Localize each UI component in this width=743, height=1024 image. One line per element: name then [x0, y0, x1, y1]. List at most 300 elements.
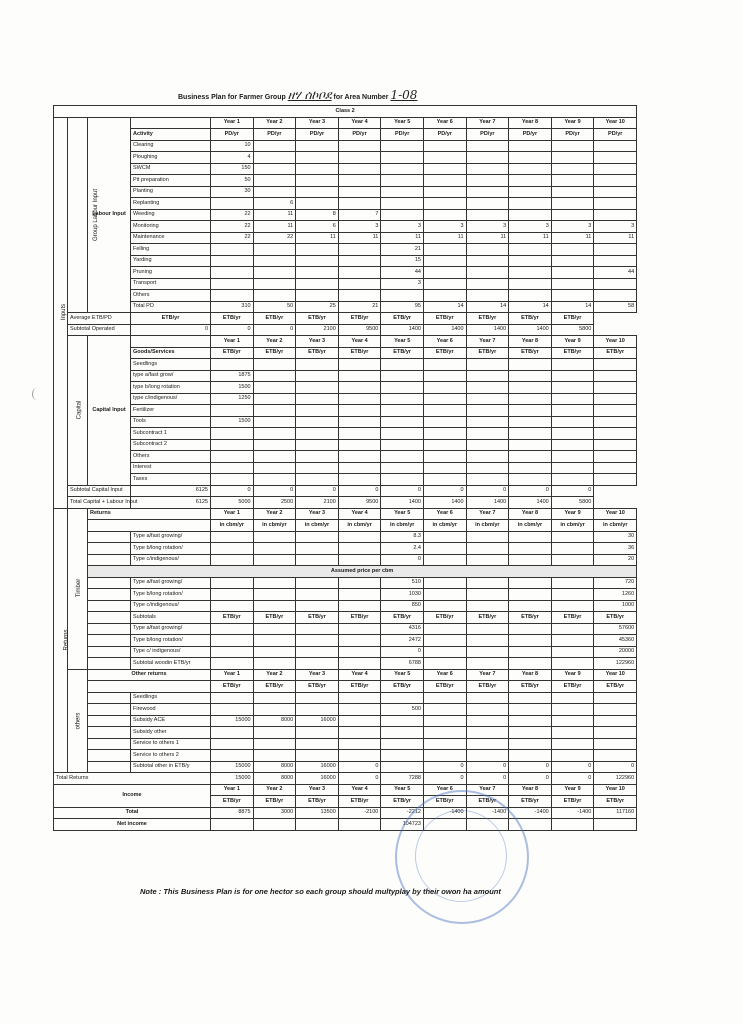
value-cell	[594, 255, 637, 267]
value-cell	[509, 600, 552, 612]
unit-header: ETB/yr	[211, 612, 254, 624]
value-cell	[381, 152, 424, 164]
capital-row	[54, 451, 637, 463]
value-cell	[509, 244, 552, 256]
value-cell	[338, 531, 381, 543]
value-cell	[594, 474, 637, 486]
value-cell	[466, 715, 509, 727]
value-cell	[594, 727, 637, 739]
labour-row	[54, 175, 637, 187]
blank-cell	[88, 531, 131, 543]
value-cell	[253, 140, 296, 152]
value-cell	[551, 140, 594, 152]
unit-header: ETB/yr	[551, 681, 594, 693]
value-cell	[296, 393, 339, 405]
value-cell: 4316	[381, 623, 424, 635]
value-cell	[594, 198, 637, 210]
value-cell	[594, 244, 637, 256]
value-cell: 6125	[131, 497, 211, 509]
value-cell: Year 10	[594, 117, 637, 129]
value-cell	[423, 589, 466, 601]
value-cell	[466, 140, 509, 152]
class-label: Class 2	[54, 106, 637, 118]
returns-section-label	[54, 508, 68, 773]
unit-header: ETB/yr	[509, 347, 552, 359]
value-cell	[338, 600, 381, 612]
value-cell	[466, 704, 509, 716]
labour-row	[54, 221, 637, 233]
value-cell	[338, 267, 381, 279]
value-cell	[338, 255, 381, 267]
value-cell: 117160	[594, 807, 637, 819]
value-cell: 15	[381, 255, 424, 267]
other-return-row	[54, 727, 637, 739]
value-cell: 6	[253, 198, 296, 210]
labour-row	[54, 290, 637, 302]
price-type-label: Type c/indigenous/	[131, 600, 211, 612]
value-cell: 6125	[131, 485, 211, 497]
value-cell	[551, 554, 594, 566]
value-cell: 3	[594, 221, 637, 233]
value-cell: Year 8	[509, 508, 552, 520]
unit-header: ETB/yr	[211, 313, 254, 325]
value-cell	[423, 646, 466, 658]
value-cell: 11	[551, 232, 594, 244]
value-cell	[211, 462, 254, 474]
capital-row	[54, 439, 637, 451]
value-cell	[551, 359, 594, 371]
value-cell	[466, 658, 509, 670]
value-cell	[509, 152, 552, 164]
value-cell	[509, 577, 552, 589]
value-cell	[211, 267, 254, 279]
value-cell	[296, 692, 339, 704]
unit-header: ETB/yr	[594, 681, 637, 693]
value-cell: 7	[338, 209, 381, 221]
activity-label: Weeding	[131, 209, 211, 221]
blank-cell	[88, 543, 131, 555]
other-return-row	[54, 704, 637, 716]
value-cell: 4	[211, 152, 254, 164]
value-cell	[296, 370, 339, 382]
value-cell	[296, 589, 339, 601]
value-cell: -2212	[381, 807, 424, 819]
area-number-handwritten: 1-08	[390, 88, 418, 102]
value-cell: Year 6	[423, 117, 466, 129]
value-cell	[253, 692, 296, 704]
value-cell	[253, 278, 296, 290]
value-cell	[296, 152, 339, 164]
value-cell	[253, 405, 296, 417]
value-cell	[381, 451, 424, 463]
blank-cell	[88, 704, 131, 716]
value-cell	[253, 554, 296, 566]
value-cell: 14	[509, 301, 552, 313]
value-cell: 3	[381, 278, 424, 290]
value-cell: Year 2	[253, 784, 296, 796]
value-cell	[466, 738, 509, 750]
value-cell: 50	[211, 175, 254, 187]
value-cell	[211, 255, 254, 267]
value-cell	[509, 290, 552, 302]
labour-row	[54, 255, 637, 267]
value-cell	[338, 646, 381, 658]
value-cell	[594, 359, 637, 371]
value-cell	[296, 474, 339, 486]
value-cell	[296, 382, 339, 394]
value-cell	[423, 715, 466, 727]
value-cell: 6	[296, 221, 339, 233]
value-cell	[423, 623, 466, 635]
labour-row	[54, 186, 637, 198]
value-cell	[423, 244, 466, 256]
unit-header: PD/yr	[466, 129, 509, 141]
value-cell: 0	[131, 324, 211, 336]
unit-header: ETB/yr	[423, 313, 466, 325]
unit-header: ETB/yr	[594, 612, 637, 624]
value-cell	[253, 543, 296, 555]
value-cell	[381, 163, 424, 175]
value-cell	[466, 209, 509, 221]
other-return-label: Subtotal other in ETB/y	[131, 761, 211, 773]
unit-header: ETB/yr	[381, 347, 424, 359]
value-cell	[509, 531, 552, 543]
value-cell	[594, 370, 637, 382]
unit-header: ETB/yr	[509, 796, 552, 808]
unit-header: ETB/yr	[381, 681, 424, 693]
value-cell	[211, 290, 254, 302]
value-cell	[296, 623, 339, 635]
value-cell: 0	[466, 773, 509, 785]
value-cell	[551, 738, 594, 750]
value-cell	[466, 416, 509, 428]
value-cell	[211, 635, 254, 647]
timber-volume-row	[54, 543, 637, 555]
value-cell: 5800	[551, 497, 594, 509]
others-section-label-text: others	[75, 712, 82, 729]
value-cell	[551, 543, 594, 555]
value-cell: Year 8	[509, 336, 552, 348]
value-cell	[509, 198, 552, 210]
value-cell	[296, 428, 339, 440]
value-cell: 1500	[211, 382, 254, 394]
timber-type-label: Type b/long rotation/	[131, 543, 211, 555]
value-cell: 850	[381, 600, 424, 612]
value-cell	[253, 290, 296, 302]
blank-cell	[88, 692, 131, 704]
blank-cell	[131, 117, 211, 129]
value-cell: 11	[296, 232, 339, 244]
value-cell: Year 10	[594, 336, 637, 348]
value-cell: 0	[509, 773, 552, 785]
unit-header: ETB/yr	[338, 347, 381, 359]
value-cell	[338, 635, 381, 647]
other-returns-header: Other returns	[88, 669, 211, 681]
group-labour-label-text: Group Labour Input	[93, 188, 100, 241]
value-cell	[509, 554, 552, 566]
labour-input-label: Labour Input	[88, 117, 131, 313]
group-name-handwritten: ዘሃ ሰኮቦደ	[287, 88, 332, 102]
value-cell: 0	[338, 761, 381, 773]
value-cell	[551, 474, 594, 486]
value-cell	[509, 416, 552, 428]
title-prefix: Business Plan for Farmer Group	[178, 94, 286, 101]
value-cell: 500	[381, 704, 424, 716]
value-cell	[253, 244, 296, 256]
value-cell: Year 1	[211, 669, 254, 681]
value-cell: 11	[253, 209, 296, 221]
value-cell: Year 3	[296, 117, 339, 129]
value-cell: Year 2	[253, 508, 296, 520]
value-cell: Year 8	[509, 784, 552, 796]
value-cell: 1260	[594, 589, 637, 601]
unit-header: in cbm/yr	[423, 520, 466, 532]
value-cell: Year 6	[423, 669, 466, 681]
labour-row	[54, 140, 637, 152]
unit-header: ETB/yr	[253, 313, 296, 325]
capital-row	[54, 359, 637, 371]
value-cell	[509, 750, 552, 762]
timber-type-label: Type a/fast growing/	[131, 531, 211, 543]
value-cell	[253, 577, 296, 589]
value-cell	[211, 704, 254, 716]
value-cell: Year 9	[551, 508, 594, 520]
unit-header: in cbm/yr	[594, 520, 637, 532]
value-cell	[423, 474, 466, 486]
value-cell: Year 5	[381, 117, 424, 129]
capital-row	[54, 474, 637, 486]
value-cell	[253, 428, 296, 440]
value-cell	[466, 439, 509, 451]
unit-header: ETB/yr	[296, 347, 339, 359]
value-cell: Year 9	[551, 784, 594, 796]
value-cell	[296, 267, 339, 279]
other-returns-unit-header	[54, 681, 637, 693]
empty-cell	[551, 819, 594, 831]
value-cell	[296, 359, 339, 371]
value-cell	[509, 393, 552, 405]
blank-cell	[88, 623, 131, 635]
value-cell: Year 10	[594, 669, 637, 681]
value-cell: 95	[381, 301, 424, 313]
value-cell	[338, 474, 381, 486]
value-cell: Year 7	[466, 336, 509, 348]
labour-row	[54, 301, 637, 313]
value-cell	[551, 646, 594, 658]
value-cell	[381, 428, 424, 440]
activity-label: SWCM	[131, 163, 211, 175]
value-cell	[509, 163, 552, 175]
value-cell	[423, 750, 466, 762]
timber-price-row	[54, 600, 637, 612]
value-cell	[296, 163, 339, 175]
value-cell	[381, 370, 424, 382]
other-return-label: Service to others 1	[131, 738, 211, 750]
value-cell	[296, 577, 339, 589]
value-cell: 3	[466, 221, 509, 233]
value-cell	[338, 623, 381, 635]
value-cell	[509, 462, 552, 474]
value-cell	[551, 692, 594, 704]
value-cell	[594, 750, 637, 762]
unit-header: ETB/yr	[594, 796, 637, 808]
returns-section-label-text: Returns	[63, 629, 70, 651]
unit-header: ETB/yr	[381, 612, 424, 624]
value-cell: Year 4	[338, 784, 381, 796]
value-cell: Year 4	[338, 508, 381, 520]
title-area-label: for Area Number	[333, 94, 389, 101]
labour-row	[54, 163, 637, 175]
unit-header: ETB/yr	[466, 313, 509, 325]
value-cell: 8000	[253, 715, 296, 727]
unit-header: ETB/yr	[296, 796, 339, 808]
value-cell	[338, 152, 381, 164]
value-cell: 25	[296, 301, 339, 313]
value-cell	[509, 140, 552, 152]
value-cell	[466, 163, 509, 175]
value-cell: Year 3	[296, 784, 339, 796]
value-cell: Year 4	[338, 336, 381, 348]
value-cell	[253, 750, 296, 762]
timber-unit-header	[54, 520, 637, 532]
value-cell: 0	[253, 485, 296, 497]
unit-header: in cbm/yr	[211, 520, 254, 532]
unit-header: PD/yr	[381, 129, 424, 141]
value-cell	[211, 543, 254, 555]
value-cell	[594, 152, 637, 164]
value-cell: 21	[338, 301, 381, 313]
value-cell	[466, 474, 509, 486]
value-cell	[594, 692, 637, 704]
value-cell: 0	[381, 646, 424, 658]
value-cell	[338, 359, 381, 371]
capital-row	[54, 428, 637, 440]
value-cell	[211, 623, 254, 635]
value-cell: 16000	[296, 715, 339, 727]
value-cell	[466, 244, 509, 256]
value-cell	[466, 255, 509, 267]
value-cell: 14	[466, 301, 509, 313]
business-plan-sheet	[53, 105, 636, 831]
value-cell: 0	[253, 324, 296, 336]
value-cell	[509, 209, 552, 221]
value-cell	[423, 198, 466, 210]
value-cell	[296, 278, 339, 290]
value-cell	[211, 439, 254, 451]
value-cell	[594, 186, 637, 198]
value-cell: 1030	[381, 589, 424, 601]
capital-section-label	[68, 336, 88, 486]
activity-label: Monitoring	[131, 221, 211, 233]
value-cell	[381, 290, 424, 302]
timber-type-label: Type c/indigenous/	[131, 554, 211, 566]
value-cell	[338, 393, 381, 405]
capital-item-label: Others	[131, 451, 211, 463]
value-cell	[338, 462, 381, 474]
value-cell: 8875	[211, 807, 254, 819]
value-cell	[509, 405, 552, 417]
value-cell: Year 10	[594, 508, 637, 520]
value-cell	[253, 382, 296, 394]
value-cell: 122960	[594, 658, 637, 670]
value-cell	[296, 704, 339, 716]
value-cell: Year 1	[211, 336, 254, 348]
value-cell: Year 9	[551, 117, 594, 129]
value-cell: Year 3	[296, 669, 339, 681]
value-cell	[509, 692, 552, 704]
value-cell	[466, 393, 509, 405]
unit-header: PD/yr	[594, 129, 637, 141]
value-cell	[466, 531, 509, 543]
value-cell	[211, 750, 254, 762]
value-cell	[551, 428, 594, 440]
value-cell	[423, 727, 466, 739]
blank-cell	[88, 554, 131, 566]
unit-header: ETB/yr	[211, 796, 254, 808]
value-cell	[551, 370, 594, 382]
value-cell	[551, 175, 594, 187]
inputs-section-label	[54, 117, 68, 508]
value-cell	[296, 462, 339, 474]
value-type-label: Subtotal woodin ETB/yr	[131, 658, 211, 670]
value-cell	[594, 382, 637, 394]
value-cell	[211, 474, 254, 486]
plan-title	[178, 88, 538, 103]
value-cell	[594, 462, 637, 474]
value-cell: Year 8	[509, 117, 552, 129]
subtotals-label: Subtotals	[131, 612, 211, 624]
value-cell	[423, 531, 466, 543]
unit-header: in cbm/yr	[338, 520, 381, 532]
value-cell	[253, 186, 296, 198]
value-cell	[551, 623, 594, 635]
value-cell	[381, 416, 424, 428]
value-cell	[253, 370, 296, 382]
timber-volume-row	[54, 531, 637, 543]
value-cell	[466, 727, 509, 739]
activity-label: Transport	[131, 278, 211, 290]
value-cell	[296, 405, 339, 417]
value-cell: 8000	[253, 773, 296, 785]
unit-header: ETB/yr	[296, 313, 339, 325]
income-total-label: Total	[54, 807, 211, 819]
value-cell	[338, 278, 381, 290]
value-cell: 720	[594, 577, 637, 589]
other-return-row	[54, 750, 637, 762]
value-cell	[211, 646, 254, 658]
value-cell	[253, 738, 296, 750]
labour-row	[54, 244, 637, 256]
value-cell: Year 5	[381, 784, 424, 796]
value-cell: 1875	[211, 370, 254, 382]
value-cell	[338, 175, 381, 187]
value-cell	[466, 543, 509, 555]
value-cell: 11	[594, 232, 637, 244]
value-cell	[551, 577, 594, 589]
capital-total-label: Total Capital + Labour Input	[68, 497, 131, 509]
value-cell	[296, 451, 339, 463]
other-returns-year-header	[54, 669, 637, 681]
value-cell	[423, 175, 466, 187]
blank-cell	[131, 336, 211, 348]
unit-header: ETB/yr	[551, 796, 594, 808]
value-cell	[253, 393, 296, 405]
unit-header: PD/yr	[551, 129, 594, 141]
blank-cell	[88, 520, 211, 532]
unit-header: ETB/yr	[423, 612, 466, 624]
value-cell	[551, 658, 594, 670]
value-cell	[423, 600, 466, 612]
